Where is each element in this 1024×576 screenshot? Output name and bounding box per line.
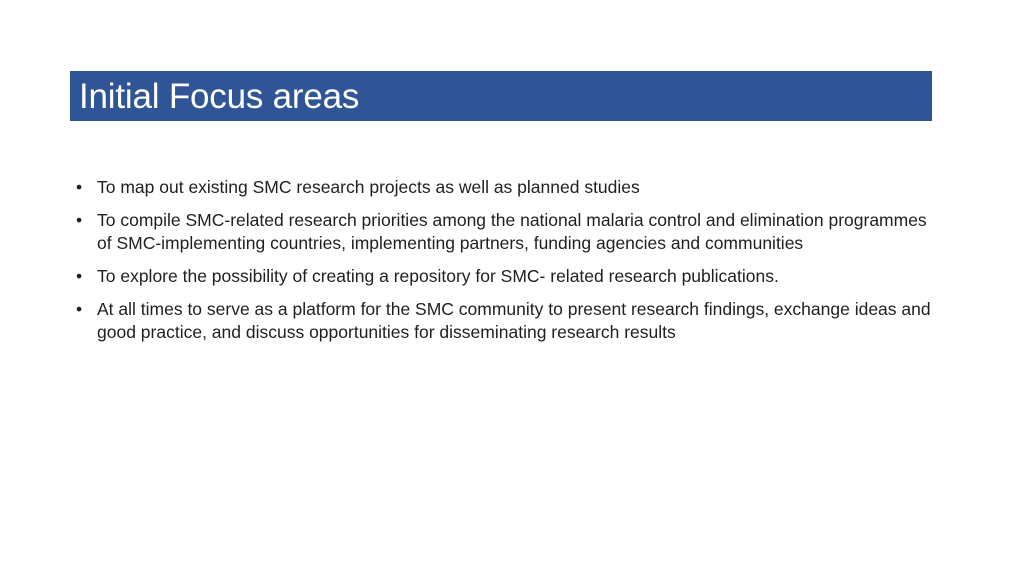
title-bar bbox=[70, 71, 932, 121]
bullet-text: To explore the possibility of creating a repository for SMC- related research publications. bbox=[97, 266, 779, 286]
bullet-icon: • bbox=[76, 266, 83, 286]
bullet-icon: • bbox=[76, 177, 83, 197]
bullet-text: To compile SMC-related research priorities among the national malaria control and elimination programmes of SMC-implementing countries, implementing partners, funding agencies and communities bbox=[97, 210, 927, 253]
bullet-item bbox=[76, 176, 936, 199]
bullet-icon: • bbox=[76, 299, 83, 319]
bullet-list bbox=[76, 176, 936, 354]
bullet-item bbox=[76, 265, 936, 288]
bullet-icon: • bbox=[76, 210, 83, 230]
bullet-item bbox=[76, 298, 936, 344]
bullet-text: To map out existing SMC research projects as well as planned studies bbox=[97, 177, 640, 197]
slide-title: Initial Focus areas bbox=[79, 76, 360, 116]
bullet-item bbox=[76, 209, 936, 255]
bullet-text: At all times to serve as a platform for the SMC community to present research findings, exchange ideas and good practice, and discuss opportunities for disseminating research results bbox=[97, 299, 931, 342]
